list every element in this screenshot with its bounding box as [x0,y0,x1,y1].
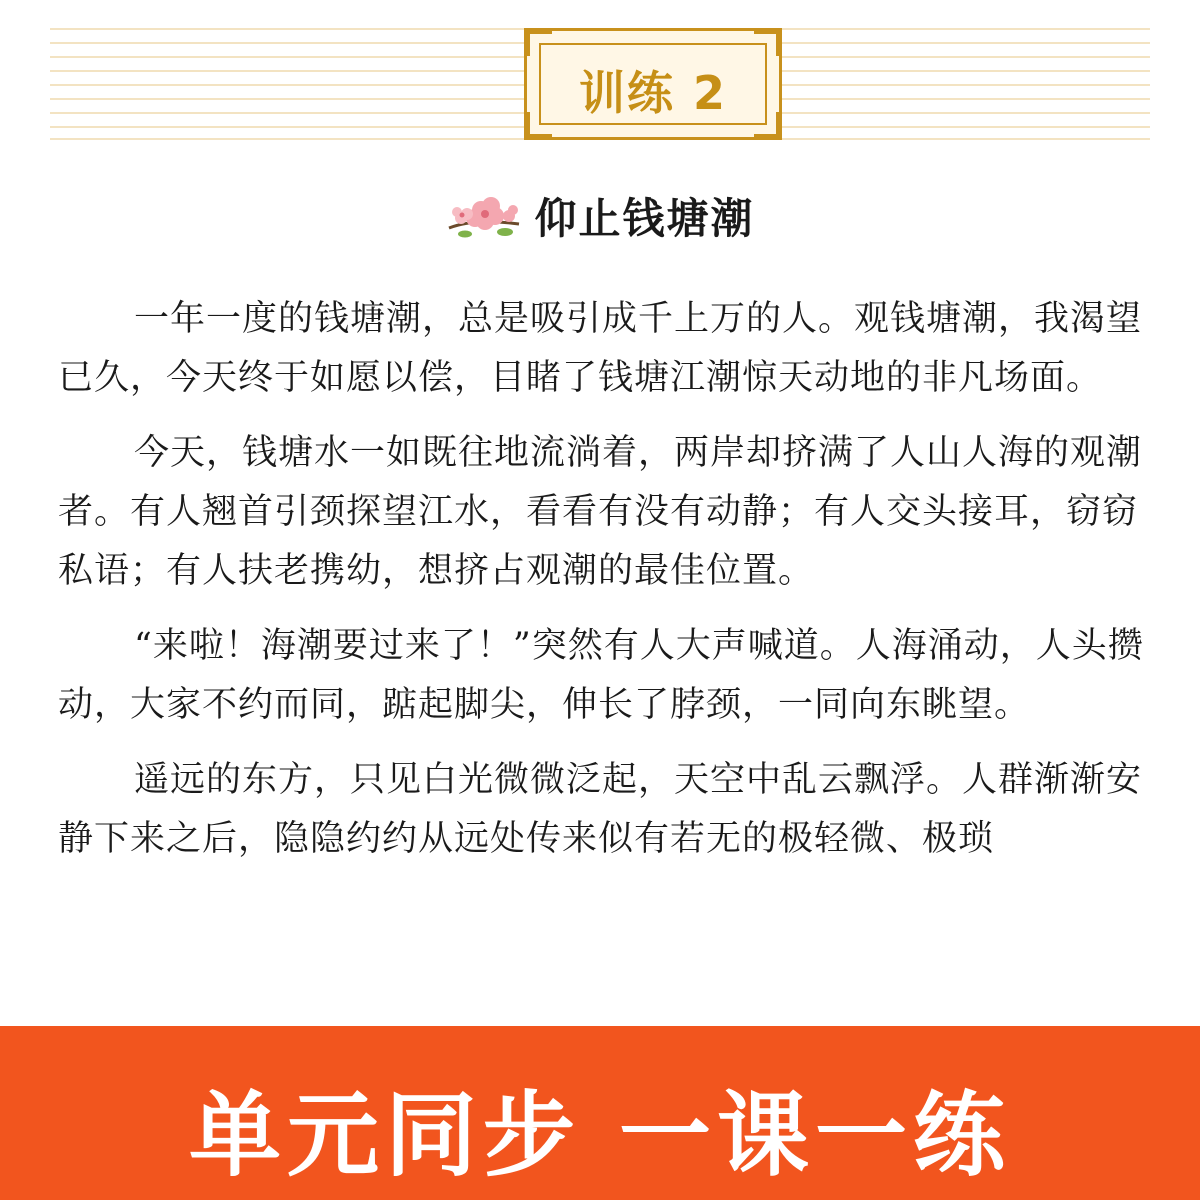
article-body [58,290,1150,885]
article-paragraph: 一年一度的钱塘潮，总是吸引成千上万的人。观钱塘潮，我渴望已久，今天终于如愿以偿，目睹了钱塘江潮惊天动地的非凡场面。 [58,299,1143,398]
article-paragraph: “来啦！海潮要过来了！”突然有人大声喊道。人海涌动，人头攒动，大家不约而同，踮起脚尖，伸长了脖颈，一同向东眺望。 [58,626,1144,725]
peach-blossom-icon [445,188,525,244]
badge-label: 训练 2 [578,66,728,120]
article-title-row [0,186,1200,246]
promo-banner [0,1026,1200,1200]
article-title: 仰止钱塘潮 [534,194,755,243]
article-paragraph: 遥远的东方，只见白光微微泛起，天空中乱云飘浮。人群渐渐安静下来之后，隐隐约约从远处传来似有若无的极轻微、极琐 [58,760,1143,859]
badge-corner-ornament [754,28,782,56]
promo-banner-text: 单元同步 一课一练 [188,1082,1012,1189]
exercise-badge [524,28,782,140]
article-paragraph: 今天，钱塘水一如既往地流淌着，两岸却挤满了人山人海的观潮者。有人翘首引颈探望江水，看看有没有动静；有人交头接耳，窃窃私语；有人扶老携幼，想挤占观潮的最佳位置。 [58,433,1143,591]
badge-corner-ornament [524,28,552,56]
header-band [50,28,1150,140]
